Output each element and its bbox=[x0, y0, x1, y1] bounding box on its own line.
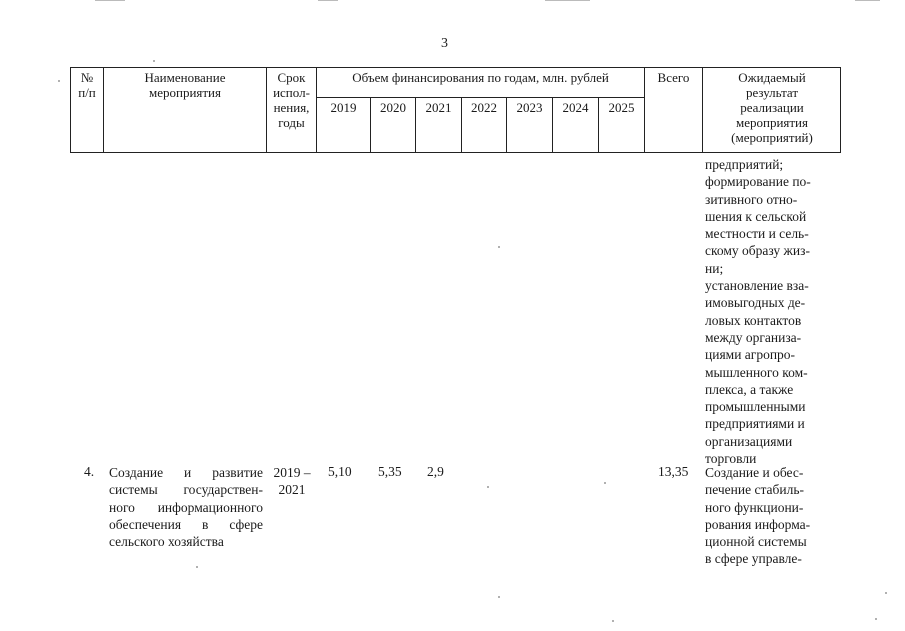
scan-dot bbox=[604, 482, 606, 484]
header-year-2022: 2022 bbox=[471, 100, 497, 115]
continued-result-text bbox=[705, 156, 827, 467]
header-text: п/п bbox=[78, 85, 96, 100]
header-text: результат bbox=[745, 85, 799, 100]
text-line: сельского хозяйства bbox=[109, 534, 224, 550]
text-line: плекса, а также bbox=[705, 381, 794, 397]
header-year-2021: 2021 bbox=[425, 100, 452, 115]
text-line: предприятиями и bbox=[705, 416, 805, 432]
text-line: мышленного ком- bbox=[705, 364, 808, 380]
header-text: Ожидаемый bbox=[738, 70, 806, 85]
header-text: (мероприятий) bbox=[731, 130, 813, 145]
header-result bbox=[703, 70, 841, 145]
text-line: шения к сельской bbox=[705, 208, 807, 224]
text-line: местности и сель- bbox=[705, 226, 809, 242]
header-text: нения, bbox=[273, 100, 310, 115]
header-total: Всего bbox=[657, 70, 690, 85]
value-2020: 5,35 bbox=[378, 464, 402, 479]
text-line: имовыгодных де- bbox=[705, 295, 806, 311]
scan-dot bbox=[58, 80, 60, 82]
scan-dot bbox=[196, 566, 198, 568]
row-term bbox=[267, 464, 317, 499]
scan-dot bbox=[498, 596, 500, 598]
row-number: 4. bbox=[84, 464, 95, 479]
scan-dot bbox=[498, 246, 500, 248]
text-line: торговли bbox=[705, 451, 757, 467]
header-text: Наименование bbox=[144, 70, 226, 85]
text-line: Создание и обес- bbox=[705, 465, 804, 480]
header-funding: Объем финансирования по годам, млн. рублей bbox=[352, 70, 609, 85]
scan-artifact bbox=[318, 0, 338, 1]
value-2019: 5,10 bbox=[328, 464, 352, 479]
scan-dot bbox=[875, 618, 877, 620]
text-line: циями агропро- bbox=[705, 347, 796, 363]
header-term bbox=[267, 70, 316, 130]
text-line: обеспечения в сфере bbox=[109, 516, 263, 532]
text-line: Создание и развитие bbox=[109, 465, 263, 480]
scan-dot bbox=[612, 620, 614, 622]
text-line: в сфере управле- bbox=[705, 551, 802, 567]
scan-artifact bbox=[855, 0, 880, 1]
scan-dot bbox=[153, 60, 155, 62]
text-line: рования информа- bbox=[705, 516, 811, 532]
value-2021: 2,9 bbox=[427, 464, 444, 479]
text-line: ловых контактов bbox=[705, 312, 802, 328]
text-line: ного информационного bbox=[109, 499, 263, 515]
scan-dot bbox=[885, 592, 887, 594]
page-number: 3 bbox=[441, 36, 448, 51]
header-year-2023: 2023 bbox=[516, 100, 543, 115]
row-name bbox=[109, 464, 263, 550]
header-text: мероприятия bbox=[735, 115, 808, 130]
text-line: промышленными bbox=[705, 399, 806, 415]
header-text: реализации bbox=[740, 100, 804, 115]
header-text: испол- bbox=[273, 85, 310, 100]
header-text: № bbox=[80, 70, 94, 85]
text-line: предприятий; bbox=[705, 157, 784, 172]
header-year-2025: 2025 bbox=[608, 100, 635, 115]
text-line: формирование по- bbox=[705, 174, 811, 190]
funding-divider bbox=[316, 97, 644, 98]
header-text: Срок bbox=[277, 70, 306, 85]
header-text: годы bbox=[278, 115, 305, 130]
scan-dot bbox=[487, 486, 489, 488]
header-year-2019: 2019 bbox=[330, 100, 357, 115]
text-line: системы государствен- bbox=[109, 482, 263, 498]
table-header bbox=[70, 67, 841, 153]
text-line: 2021 bbox=[278, 482, 306, 498]
text-line: между организа- bbox=[705, 329, 802, 345]
header-text: мероприятия bbox=[148, 85, 221, 100]
text-line: 2019 – bbox=[273, 465, 311, 480]
text-line: организациями bbox=[705, 433, 793, 449]
header-name bbox=[104, 70, 266, 100]
text-line: зитивного отно- bbox=[705, 191, 798, 207]
text-line: ни; bbox=[705, 260, 724, 276]
scan-artifact bbox=[545, 0, 590, 1]
header-number bbox=[71, 70, 103, 100]
value-total: 13,35 bbox=[658, 464, 689, 479]
header-year-2024: 2024 bbox=[562, 100, 589, 115]
text-line: ного функциони- bbox=[705, 499, 804, 515]
text-line: ционной системы bbox=[705, 534, 807, 550]
header-year-2020: 2020 bbox=[380, 100, 406, 115]
row-result bbox=[705, 464, 827, 568]
scan-artifact bbox=[95, 0, 125, 1]
text-line: скому образу жиз- bbox=[705, 243, 810, 259]
text-line: установление вза- bbox=[705, 278, 809, 294]
text-line: печение стабиль- bbox=[705, 482, 805, 498]
